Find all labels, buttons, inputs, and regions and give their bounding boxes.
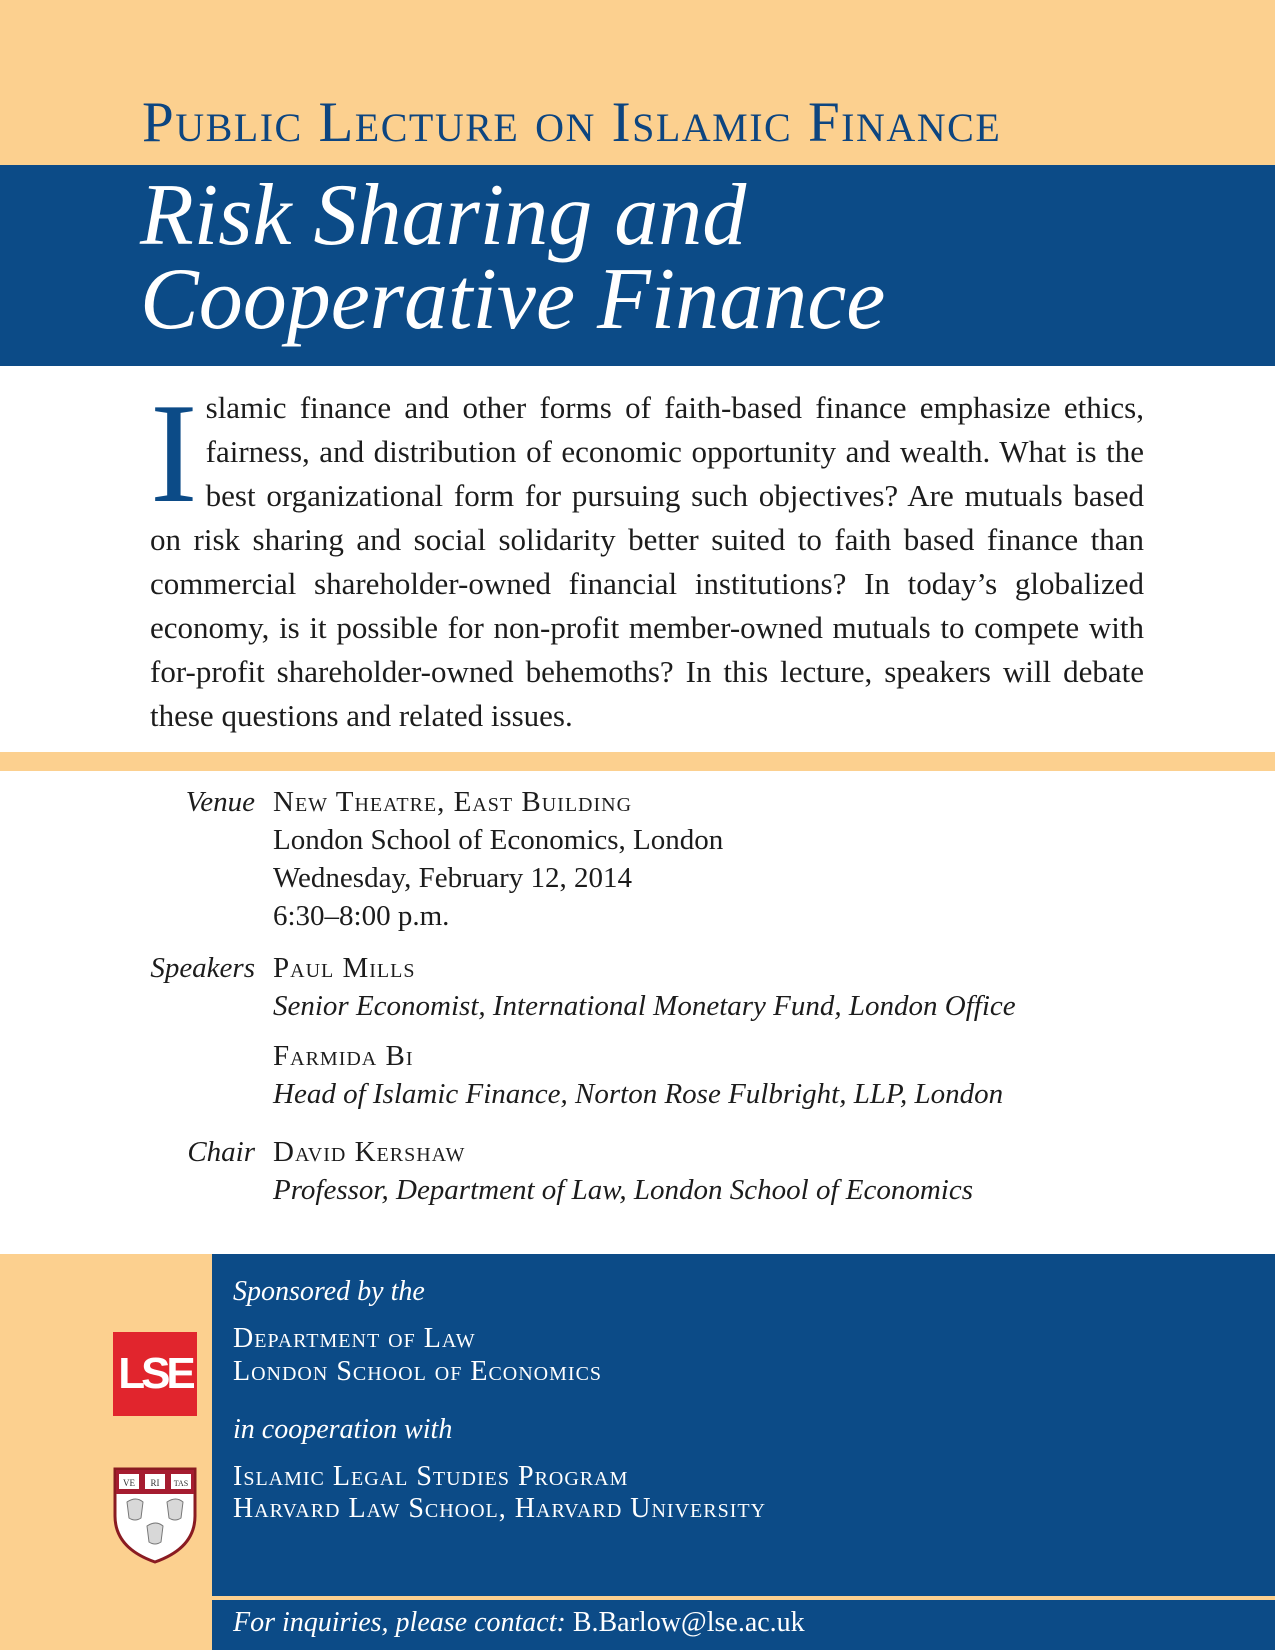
- intro-paragraph: [150, 374, 1144, 738]
- intro-text: slamic finance and other forms of faith-based finance emphasize ethics, fairness, and distribution of economic opportunity and wealth. What is the best organizational form for pursuing such objectives? Are mutuals based on risk sharing and social solidarity better suited to faith based finance than commercial shareholder-owned financial institutions? In today’s globalized economy, is it possible for non-profit member-owned mutuals to compete with for-profit shareholder-owned behemoths? In this lecture, speakers will debate these questions and related issues.: [150, 390, 1144, 733]
- contact-label: For inquiries, please contact:: [233, 1607, 566, 1638]
- venue-place: London School of Economics, London: [273, 824, 724, 856]
- speakers-label: Speakers: [150, 952, 255, 984]
- partner-line-1: Islamic Legal Studies Program: [233, 1461, 629, 1492]
- venue-name: New Theatre, East Building: [273, 786, 633, 818]
- speaker-name: Paul Mills: [273, 952, 416, 984]
- chair-title: Professor, Department of Law, London School of Economics: [273, 1174, 974, 1206]
- contact-email-link[interactable]: B.Barlow@lse.ac.uk: [572, 1607, 805, 1638]
- speaker-title: Head of Islamic Finance, Norton Rose Fulbright, LLP, London: [273, 1078, 1004, 1110]
- sponsor-line-2: London School of Economics: [233, 1356, 603, 1387]
- sponsor-line-1: Department of Law: [233, 1323, 476, 1354]
- speaker-title: Senior Economist, International Monetary Fund, London Office: [273, 990, 1016, 1022]
- chair-label: Chair: [187, 1136, 255, 1168]
- sponsored-by-text: Sponsored by the: [233, 1276, 425, 1307]
- svg-text:RI: RI: [150, 1478, 160, 1488]
- footer-logo-column: [0, 1254, 212, 1650]
- drop-cap: I: [150, 374, 198, 532]
- lecture-pretitle: Public Lecture on Islamic Finance: [142, 91, 1002, 154]
- title-line-2: Cooperative Finance: [140, 251, 886, 348]
- svg-text:TAS: TAS: [173, 1479, 189, 1488]
- title-line-1: Risk Sharing and: [140, 167, 747, 264]
- chair-name: David Kershaw: [273, 1136, 466, 1168]
- contact-line: [233, 1606, 805, 1639]
- event-date: Wednesday, February 12, 2014: [273, 862, 633, 894]
- event-time: 6:30–8:00 p.m.: [273, 900, 450, 932]
- harvard-shield-logo: [112, 1466, 198, 1564]
- svg-text:VE: VE: [123, 1478, 135, 1488]
- speaker-name: Farmida Bi: [273, 1040, 414, 1072]
- cooperation-text: in cooperation with: [233, 1414, 453, 1445]
- venue-label: Venue: [185, 786, 255, 818]
- lse-logo: LSE: [113, 1332, 197, 1416]
- partner-line-2: Harvard Law School, Harvard University: [233, 1493, 767, 1524]
- section-divider: [0, 752, 1275, 771]
